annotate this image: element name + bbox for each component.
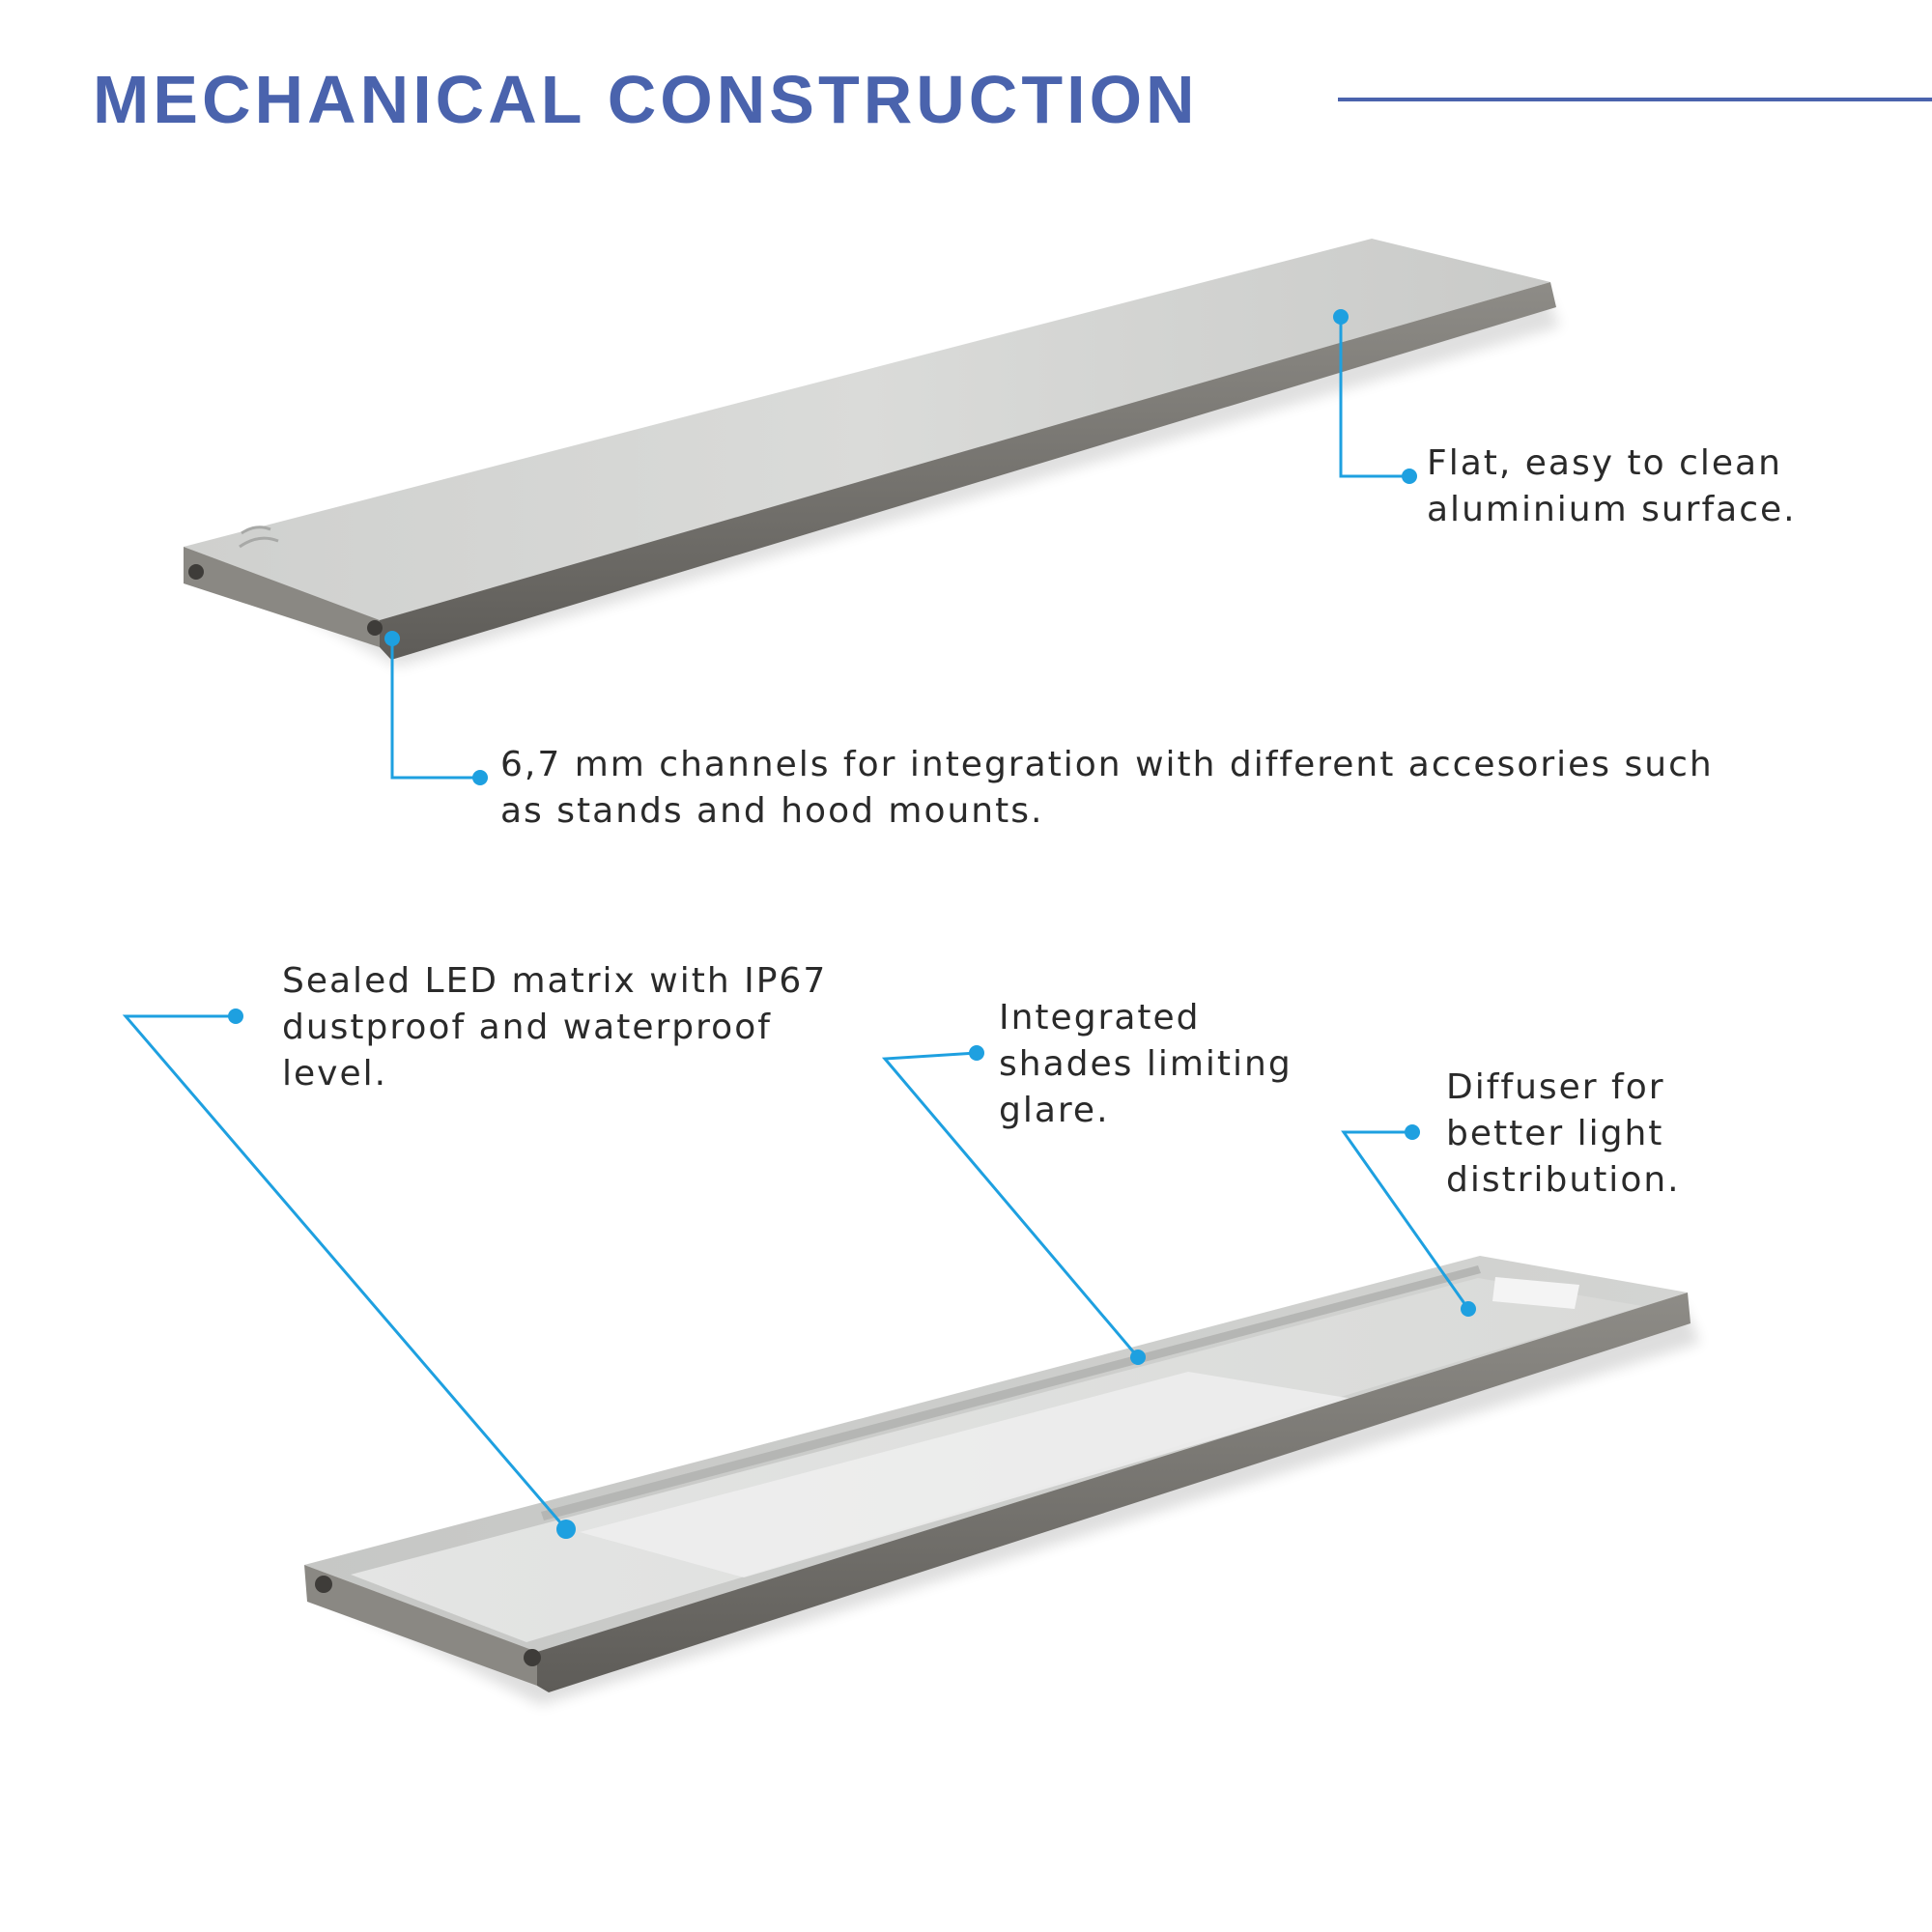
callout-surface-text — [1427, 440, 1797, 533]
callout-line: Sealed LED matrix with IP67 — [282, 961, 828, 1001]
luminaire-top-surface — [184, 239, 1550, 620]
callout-shades-text — [999, 995, 1293, 1134]
channel-hole-icon — [315, 1576, 332, 1593]
callout-dot — [969, 1045, 984, 1061]
channel-hole-icon — [188, 564, 204, 580]
callout-line: Flat, easy to clean — [1427, 443, 1782, 483]
callout-line: better light — [1446, 1114, 1664, 1153]
callout-dot — [384, 631, 400, 646]
page-title: MECHANICAL CONSTRUCTION — [93, 62, 1199, 137]
callout-line: shades limiting — [999, 1044, 1293, 1084]
callout-dot — [228, 1009, 243, 1024]
callout-line: aluminium surface. — [1427, 490, 1797, 529]
callout-channels-text — [500, 742, 1714, 835]
callout-led-matrix-text — [282, 958, 827, 1097]
callout-line: level. — [282, 1054, 388, 1094]
callout-dot — [1333, 309, 1349, 325]
luminaire-top-view — [184, 239, 1560, 667]
channel-hole-icon — [367, 620, 383, 636]
callout-dot — [472, 770, 488, 785]
callout-diffuser-text — [1446, 1065, 1681, 1204]
callout-line: Diffuser for — [1446, 1067, 1665, 1107]
callout-line: as stands and hood mounts. — [500, 791, 1044, 831]
callout-line: Integrated — [999, 998, 1201, 1037]
luminaire-bottom-view — [304, 1256, 1700, 1705]
callout-dot — [1402, 469, 1417, 484]
callout-line: glare. — [999, 1091, 1110, 1130]
callout-line: distribution. — [1446, 1160, 1681, 1200]
callout-dot — [1461, 1301, 1476, 1317]
callout-dot — [1130, 1350, 1146, 1365]
callout-dot — [556, 1520, 576, 1539]
callout-line: 6,7 mm channels for integration with different accesories such — [500, 745, 1714, 784]
callout-line: dustproof and waterproof — [282, 1008, 772, 1047]
channel-hole-icon — [524, 1649, 541, 1666]
callout-dot — [1405, 1124, 1420, 1140]
